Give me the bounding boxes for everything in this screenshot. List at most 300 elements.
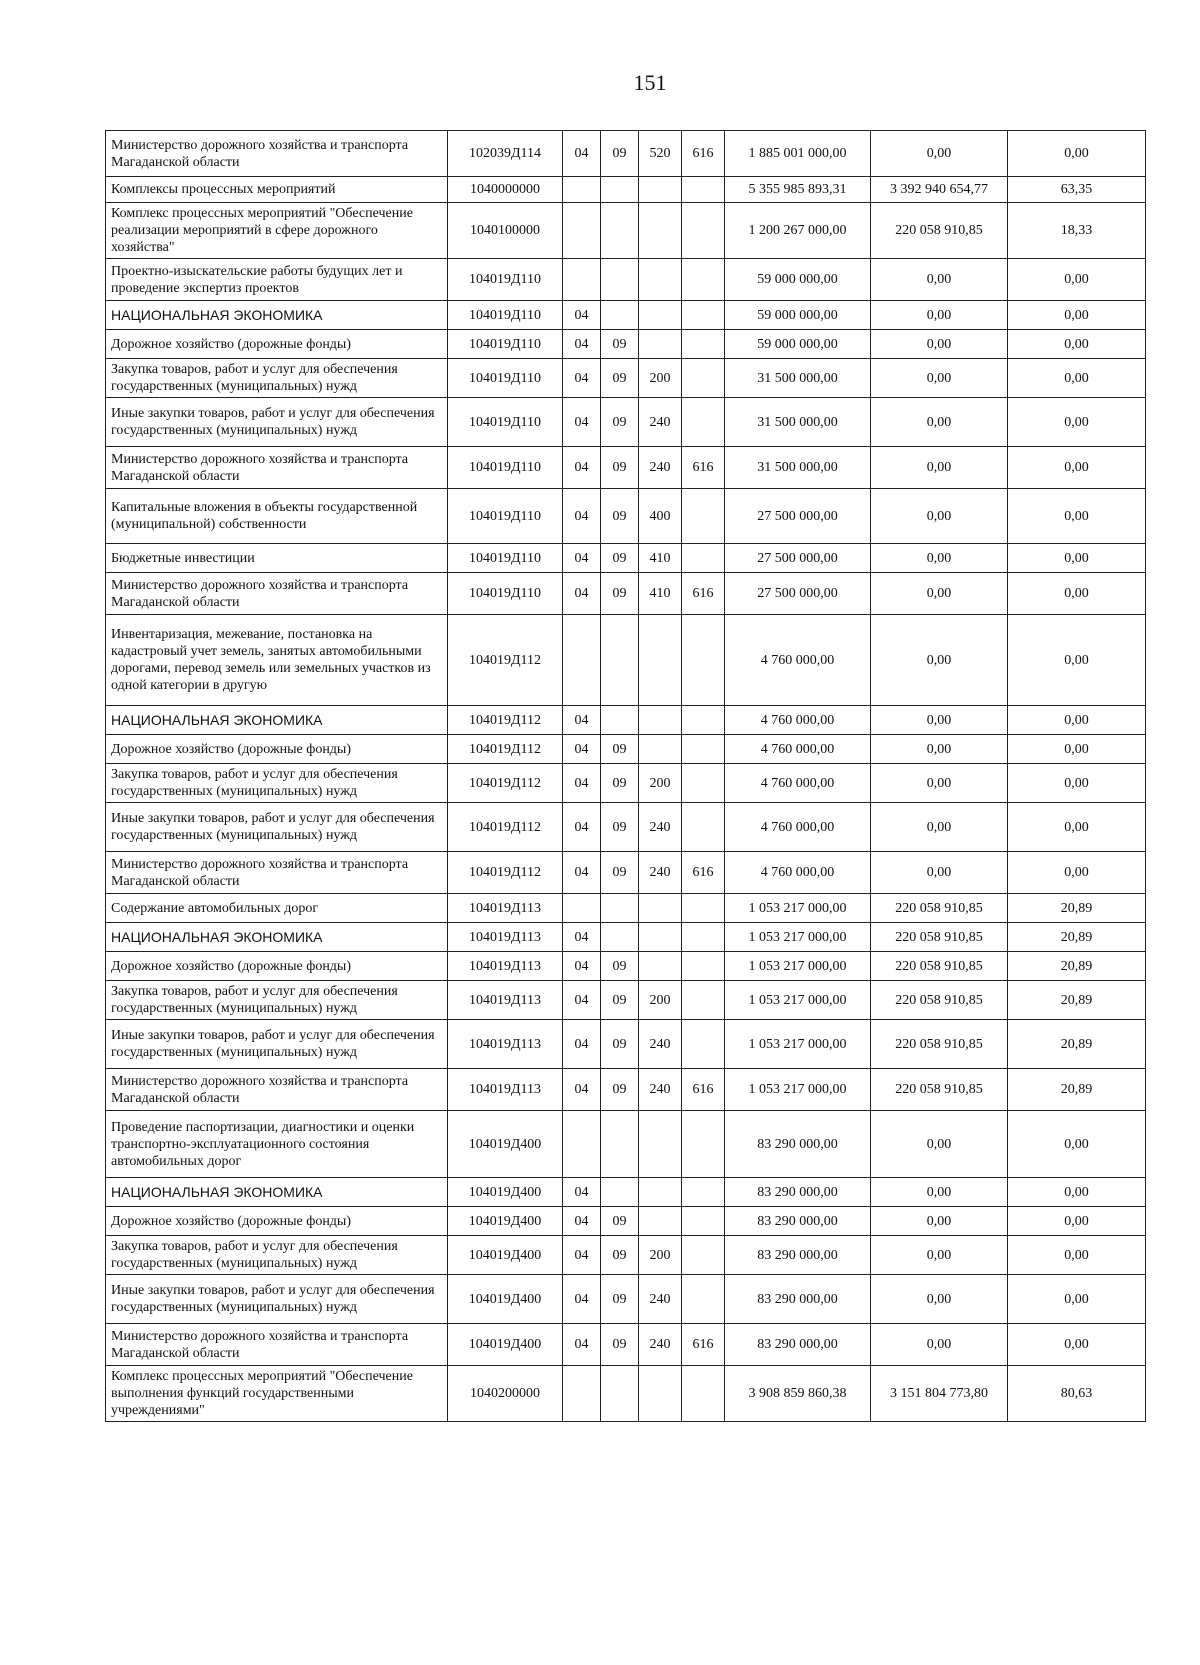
cell-sect bbox=[563, 1111, 601, 1178]
cell-sect: 04 bbox=[563, 131, 601, 177]
cell-sum: 83 290 000,00 bbox=[725, 1324, 871, 1366]
cell-type bbox=[639, 923, 682, 952]
cell-sect bbox=[563, 615, 601, 706]
cell-dept bbox=[682, 894, 725, 923]
cell-type bbox=[639, 952, 682, 981]
cell-sect: 04 bbox=[563, 489, 601, 544]
cell-type bbox=[639, 177, 682, 203]
cell-sect: 04 bbox=[563, 544, 601, 573]
cell-exec: 0,00 bbox=[871, 330, 1008, 359]
cell-sect: 04 bbox=[563, 735, 601, 764]
cell-exec: 0,00 bbox=[871, 573, 1008, 615]
cell-pct: 0,00 bbox=[1008, 359, 1146, 398]
cell-code: 1040100000 bbox=[448, 203, 563, 259]
cell-sect: 04 bbox=[563, 1020, 601, 1069]
cell-sub: 09 bbox=[601, 952, 639, 981]
cell-type: 200 bbox=[639, 981, 682, 1020]
cell-sum: 1 053 217 000,00 bbox=[725, 1020, 871, 1069]
table-row bbox=[106, 177, 1146, 203]
cell-pct: 0,00 bbox=[1008, 489, 1146, 544]
cell-exec: 0,00 bbox=[871, 1324, 1008, 1366]
cell-dept: 616 bbox=[682, 131, 725, 177]
cell-exec: 3 151 804 773,80 bbox=[871, 1366, 1008, 1422]
table-row bbox=[106, 489, 1146, 544]
cell-sum: 4 760 000,00 bbox=[725, 852, 871, 894]
cell-dept bbox=[682, 1020, 725, 1069]
cell-type: 240 bbox=[639, 1020, 682, 1069]
cell-sect: 04 bbox=[563, 1275, 601, 1324]
cell-type bbox=[639, 615, 682, 706]
cell-sum: 59 000 000,00 bbox=[725, 330, 871, 359]
cell-exec: 0,00 bbox=[871, 398, 1008, 447]
cell-sub: 09 bbox=[601, 447, 639, 489]
cell-code: 1040000000 bbox=[448, 177, 563, 203]
cell-pct: 0,00 bbox=[1008, 852, 1146, 894]
cell-pct: 0,00 bbox=[1008, 1111, 1146, 1178]
cell-sum: 4 760 000,00 bbox=[725, 764, 871, 803]
cell-pct: 0,00 bbox=[1008, 398, 1146, 447]
table-row bbox=[106, 803, 1146, 852]
cell-sub: 09 bbox=[601, 544, 639, 573]
table-row bbox=[106, 706, 1146, 735]
cell-name: НАЦИОНАЛЬНАЯ ЭКОНОМИКА bbox=[106, 923, 448, 952]
cell-name: Закупка товаров, работ и услуг для обеспечения государственных (муниципальных) нужд bbox=[106, 981, 448, 1020]
cell-code: 104019Д113 bbox=[448, 894, 563, 923]
cell-sect: 04 bbox=[563, 447, 601, 489]
cell-dept bbox=[682, 1207, 725, 1236]
cell-type bbox=[639, 203, 682, 259]
cell-sum: 83 290 000,00 bbox=[725, 1236, 871, 1275]
cell-code: 104019Д110 bbox=[448, 489, 563, 544]
cell-sect: 04 bbox=[563, 764, 601, 803]
cell-name: Министерство дорожного хозяйства и транспорта Магаданской области bbox=[106, 1324, 448, 1366]
cell-sub bbox=[601, 259, 639, 301]
cell-exec: 0,00 bbox=[871, 735, 1008, 764]
table-row bbox=[106, 1324, 1146, 1366]
cell-sect: 04 bbox=[563, 330, 601, 359]
cell-exec: 0,00 bbox=[871, 1178, 1008, 1207]
cell-name: Комплекс процессных мероприятий "Обеспечение выполнения функций государственными учреждениями" bbox=[106, 1366, 448, 1422]
cell-exec: 0,00 bbox=[871, 131, 1008, 177]
cell-code: 104019Д400 bbox=[448, 1275, 563, 1324]
cell-code: 104019Д113 bbox=[448, 981, 563, 1020]
cell-sub bbox=[601, 923, 639, 952]
cell-exec: 0,00 bbox=[871, 1275, 1008, 1324]
cell-code: 104019Д400 bbox=[448, 1178, 563, 1207]
cell-sub: 09 bbox=[601, 1020, 639, 1069]
table-row bbox=[106, 952, 1146, 981]
cell-sum: 83 290 000,00 bbox=[725, 1207, 871, 1236]
table-row bbox=[106, 764, 1146, 803]
cell-sub: 09 bbox=[601, 359, 639, 398]
cell-dept bbox=[682, 359, 725, 398]
cell-dept: 616 bbox=[682, 852, 725, 894]
cell-exec: 220 058 910,85 bbox=[871, 952, 1008, 981]
table-row bbox=[106, 735, 1146, 764]
cell-dept: 616 bbox=[682, 447, 725, 489]
table-row bbox=[106, 923, 1146, 952]
cell-type bbox=[639, 301, 682, 330]
cell-sub: 09 bbox=[601, 1236, 639, 1275]
cell-dept: 616 bbox=[682, 1069, 725, 1111]
table-row bbox=[106, 131, 1146, 177]
cell-type: 240 bbox=[639, 1275, 682, 1324]
cell-sub bbox=[601, 177, 639, 203]
cell-dept: 616 bbox=[682, 1324, 725, 1366]
cell-pct: 0,00 bbox=[1008, 573, 1146, 615]
cell-name: Капитальные вложения в объекты государственной (муниципальной) собственности bbox=[106, 489, 448, 544]
cell-sect bbox=[563, 203, 601, 259]
cell-exec: 0,00 bbox=[871, 1207, 1008, 1236]
cell-dept bbox=[682, 735, 725, 764]
cell-code: 104019Д110 bbox=[448, 330, 563, 359]
cell-name: Дорожное хозяйство (дорожные фонды) bbox=[106, 735, 448, 764]
cell-dept bbox=[682, 706, 725, 735]
cell-sub: 09 bbox=[601, 573, 639, 615]
cell-sum: 83 290 000,00 bbox=[725, 1178, 871, 1207]
cell-type: 200 bbox=[639, 359, 682, 398]
cell-name: Министерство дорожного хозяйства и транспорта Магаданской области bbox=[106, 852, 448, 894]
cell-name: Бюджетные инвестиции bbox=[106, 544, 448, 573]
cell-code: 104019Д110 bbox=[448, 301, 563, 330]
cell-pct: 0,00 bbox=[1008, 301, 1146, 330]
cell-sect: 04 bbox=[563, 952, 601, 981]
cell-name: Проведение паспортизации, диагностики и оценки транспортно-эксплуатационного состояния автомобильных дорог bbox=[106, 1111, 448, 1178]
cell-sect: 04 bbox=[563, 398, 601, 447]
table-row bbox=[106, 1236, 1146, 1275]
cell-type bbox=[639, 1111, 682, 1178]
cell-dept bbox=[682, 1366, 725, 1422]
cell-type: 410 bbox=[639, 573, 682, 615]
cell-code: 102039Д114 bbox=[448, 131, 563, 177]
cell-sect: 04 bbox=[563, 359, 601, 398]
cell-pct: 20,89 bbox=[1008, 981, 1146, 1020]
cell-sum: 4 760 000,00 bbox=[725, 706, 871, 735]
cell-pct: 0,00 bbox=[1008, 330, 1146, 359]
cell-name: Комплексы процессных мероприятий bbox=[106, 177, 448, 203]
budget-table bbox=[105, 130, 1146, 1422]
cell-sum: 4 760 000,00 bbox=[725, 615, 871, 706]
cell-code: 104019Д110 bbox=[448, 447, 563, 489]
cell-dept bbox=[682, 1275, 725, 1324]
cell-name: Дорожное хозяйство (дорожные фонды) bbox=[106, 330, 448, 359]
cell-pct: 20,89 bbox=[1008, 923, 1146, 952]
cell-exec: 220 058 910,85 bbox=[871, 1069, 1008, 1111]
cell-type bbox=[639, 1178, 682, 1207]
cell-sect: 04 bbox=[563, 803, 601, 852]
cell-type: 410 bbox=[639, 544, 682, 573]
cell-dept bbox=[682, 803, 725, 852]
cell-type bbox=[639, 259, 682, 301]
cell-type bbox=[639, 894, 682, 923]
table-row bbox=[106, 1275, 1146, 1324]
cell-sub bbox=[601, 1178, 639, 1207]
cell-sub: 09 bbox=[601, 981, 639, 1020]
cell-pct: 0,00 bbox=[1008, 131, 1146, 177]
cell-sum: 1 053 217 000,00 bbox=[725, 923, 871, 952]
cell-dept bbox=[682, 398, 725, 447]
table-row bbox=[106, 447, 1146, 489]
cell-sum: 59 000 000,00 bbox=[725, 259, 871, 301]
cell-pct: 0,00 bbox=[1008, 803, 1146, 852]
table-row bbox=[106, 203, 1146, 259]
cell-sect: 04 bbox=[563, 923, 601, 952]
cell-pct: 0,00 bbox=[1008, 447, 1146, 489]
cell-sub: 09 bbox=[601, 735, 639, 764]
cell-dept bbox=[682, 923, 725, 952]
cell-sum: 4 760 000,00 bbox=[725, 803, 871, 852]
cell-exec: 0,00 bbox=[871, 489, 1008, 544]
cell-sum: 31 500 000,00 bbox=[725, 398, 871, 447]
cell-type: 200 bbox=[639, 1236, 682, 1275]
cell-name: Дорожное хозяйство (дорожные фонды) bbox=[106, 952, 448, 981]
cell-name: Иные закупки товаров, работ и услуг для обеспечения государственных (муниципальных) нужд bbox=[106, 803, 448, 852]
cell-sum: 27 500 000,00 bbox=[725, 544, 871, 573]
table-row bbox=[106, 981, 1146, 1020]
cell-sub bbox=[601, 615, 639, 706]
cell-exec: 220 058 910,85 bbox=[871, 981, 1008, 1020]
table-row bbox=[106, 1020, 1146, 1069]
cell-sub bbox=[601, 1366, 639, 1422]
cell-sect: 04 bbox=[563, 706, 601, 735]
cell-code: 104019Д400 bbox=[448, 1324, 563, 1366]
cell-dept bbox=[682, 259, 725, 301]
cell-dept bbox=[682, 981, 725, 1020]
cell-sum: 3 908 859 860,38 bbox=[725, 1366, 871, 1422]
table-row bbox=[106, 573, 1146, 615]
cell-sect: 04 bbox=[563, 1207, 601, 1236]
cell-exec: 0,00 bbox=[871, 359, 1008, 398]
cell-pct: 0,00 bbox=[1008, 764, 1146, 803]
cell-pct: 80,63 bbox=[1008, 1366, 1146, 1422]
cell-pct: 0,00 bbox=[1008, 544, 1146, 573]
table-row bbox=[106, 259, 1146, 301]
cell-sum: 27 500 000,00 bbox=[725, 489, 871, 544]
cell-sect: 04 bbox=[563, 981, 601, 1020]
cell-dept bbox=[682, 203, 725, 259]
cell-name: Содержание автомобильных дорог bbox=[106, 894, 448, 923]
cell-sect bbox=[563, 1366, 601, 1422]
cell-pct: 18,33 bbox=[1008, 203, 1146, 259]
cell-exec: 220 058 910,85 bbox=[871, 1020, 1008, 1069]
table-row bbox=[106, 615, 1146, 706]
cell-type bbox=[639, 1207, 682, 1236]
cell-sub: 09 bbox=[601, 1069, 639, 1111]
cell-dept bbox=[682, 615, 725, 706]
cell-exec: 220 058 910,85 bbox=[871, 203, 1008, 259]
cell-dept bbox=[682, 952, 725, 981]
cell-dept bbox=[682, 330, 725, 359]
table-row bbox=[106, 544, 1146, 573]
cell-sub: 09 bbox=[601, 764, 639, 803]
cell-type: 200 bbox=[639, 764, 682, 803]
table-row bbox=[106, 359, 1146, 398]
cell-code: 104019Д113 bbox=[448, 952, 563, 981]
cell-name: НАЦИОНАЛЬНАЯ ЭКОНОМИКА bbox=[106, 706, 448, 735]
cell-name: Иные закупки товаров, работ и услуг для обеспечения государственных (муниципальных) нужд bbox=[106, 398, 448, 447]
cell-code: 104019Д110 bbox=[448, 398, 563, 447]
cell-code: 104019Д113 bbox=[448, 923, 563, 952]
cell-exec: 0,00 bbox=[871, 301, 1008, 330]
cell-pct: 0,00 bbox=[1008, 1324, 1146, 1366]
cell-type bbox=[639, 735, 682, 764]
cell-exec: 0,00 bbox=[871, 764, 1008, 803]
cell-code: 1040200000 bbox=[448, 1366, 563, 1422]
cell-sum: 31 500 000,00 bbox=[725, 447, 871, 489]
cell-dept bbox=[682, 489, 725, 544]
cell-code: 104019Д400 bbox=[448, 1111, 563, 1178]
cell-sect: 04 bbox=[563, 573, 601, 615]
cell-exec: 0,00 bbox=[871, 447, 1008, 489]
cell-code: 104019Д400 bbox=[448, 1207, 563, 1236]
cell-sub: 09 bbox=[601, 489, 639, 544]
cell-pct: 0,00 bbox=[1008, 1275, 1146, 1324]
cell-type: 240 bbox=[639, 803, 682, 852]
cell-dept: 616 bbox=[682, 573, 725, 615]
cell-pct: 0,00 bbox=[1008, 735, 1146, 764]
cell-sum: 31 500 000,00 bbox=[725, 359, 871, 398]
cell-dept bbox=[682, 1111, 725, 1178]
cell-sect bbox=[563, 259, 601, 301]
cell-exec: 0,00 bbox=[871, 1236, 1008, 1275]
cell-name: Министерство дорожного хозяйства и транспорта Магаданской области bbox=[106, 1069, 448, 1111]
cell-sum: 1 053 217 000,00 bbox=[725, 1069, 871, 1111]
cell-type bbox=[639, 330, 682, 359]
cell-sub bbox=[601, 706, 639, 735]
cell-code: 104019Д112 bbox=[448, 852, 563, 894]
cell-pct: 0,00 bbox=[1008, 1236, 1146, 1275]
cell-type: 400 bbox=[639, 489, 682, 544]
cell-sub bbox=[601, 203, 639, 259]
cell-type bbox=[639, 1366, 682, 1422]
cell-name: Комплекс процессных мероприятий "Обеспечение реализации мероприятий в сфере дорожного хозяйства" bbox=[106, 203, 448, 259]
cell-name: НАЦИОНАЛЬНАЯ ЭКОНОМИКА bbox=[106, 1178, 448, 1207]
cell-type: 240 bbox=[639, 852, 682, 894]
cell-dept bbox=[682, 1236, 725, 1275]
cell-sum: 1 053 217 000,00 bbox=[725, 894, 871, 923]
table-row bbox=[106, 330, 1146, 359]
cell-sum: 1 885 001 000,00 bbox=[725, 131, 871, 177]
cell-sum: 1 053 217 000,00 bbox=[725, 981, 871, 1020]
table-row bbox=[106, 301, 1146, 330]
cell-pct: 0,00 bbox=[1008, 1178, 1146, 1207]
cell-name: Проектно-изыскательские работы будущих лет и проведение экспертиз проектов bbox=[106, 259, 448, 301]
cell-sect: 04 bbox=[563, 1324, 601, 1366]
cell-exec: 220 058 910,85 bbox=[871, 894, 1008, 923]
cell-sect bbox=[563, 894, 601, 923]
cell-exec: 3 392 940 654,77 bbox=[871, 177, 1008, 203]
cell-code: 104019Д110 bbox=[448, 573, 563, 615]
cell-sub: 09 bbox=[601, 131, 639, 177]
cell-exec: 0,00 bbox=[871, 259, 1008, 301]
cell-name: Закупка товаров, работ и услуг для обеспечения государственных (муниципальных) нужд bbox=[106, 764, 448, 803]
cell-type: 240 bbox=[639, 447, 682, 489]
table-row bbox=[106, 1111, 1146, 1178]
cell-code: 104019Д112 bbox=[448, 615, 563, 706]
page-number: 151 bbox=[633, 70, 667, 95]
cell-pct: 63,35 bbox=[1008, 177, 1146, 203]
cell-name: НАЦИОНАЛЬНАЯ ЭКОНОМИКА bbox=[106, 301, 448, 330]
cell-sub: 09 bbox=[601, 852, 639, 894]
cell-name: Закупка товаров, работ и услуг для обеспечения государственных (муниципальных) нужд bbox=[106, 1236, 448, 1275]
cell-sub: 09 bbox=[601, 398, 639, 447]
cell-pct: 20,89 bbox=[1008, 1069, 1146, 1111]
cell-code: 104019Д400 bbox=[448, 1236, 563, 1275]
cell-name: Министерство дорожного хозяйства и транспорта Магаданской области bbox=[106, 573, 448, 615]
cell-sub: 09 bbox=[601, 1324, 639, 1366]
cell-sub bbox=[601, 1111, 639, 1178]
cell-sect: 04 bbox=[563, 1236, 601, 1275]
cell-code: 104019Д112 bbox=[448, 764, 563, 803]
table-row bbox=[106, 1069, 1146, 1111]
cell-sum: 59 000 000,00 bbox=[725, 301, 871, 330]
cell-sum: 4 760 000,00 bbox=[725, 735, 871, 764]
cell-sect bbox=[563, 177, 601, 203]
cell-exec: 0,00 bbox=[871, 544, 1008, 573]
table-row bbox=[106, 1178, 1146, 1207]
cell-sub: 09 bbox=[601, 1207, 639, 1236]
cell-dept bbox=[682, 177, 725, 203]
cell-type: 240 bbox=[639, 1069, 682, 1111]
cell-pct: 0,00 bbox=[1008, 615, 1146, 706]
cell-name: Иные закупки товаров, работ и услуг для обеспечения государственных (муниципальных) нужд bbox=[106, 1275, 448, 1324]
cell-exec: 0,00 bbox=[871, 615, 1008, 706]
cell-sub: 09 bbox=[601, 330, 639, 359]
cell-sub: 09 bbox=[601, 803, 639, 852]
cell-sub bbox=[601, 894, 639, 923]
cell-name: Министерство дорожного хозяйства и транспорта Магаданской области bbox=[106, 131, 448, 177]
cell-type: 240 bbox=[639, 398, 682, 447]
cell-exec: 0,00 bbox=[871, 1111, 1008, 1178]
cell-code: 104019Д110 bbox=[448, 359, 563, 398]
cell-pct: 0,00 bbox=[1008, 259, 1146, 301]
cell-code: 104019Д112 bbox=[448, 803, 563, 852]
table-row bbox=[106, 1207, 1146, 1236]
cell-sum: 1 053 217 000,00 bbox=[725, 952, 871, 981]
cell-dept bbox=[682, 544, 725, 573]
cell-name: Инвентаризация, межевание, постановка на кадастровый учет земель, занятых автомобильными дорогами, перевод земель или земельных участков из одной категории в другую bbox=[106, 615, 448, 706]
cell-name: Закупка товаров, работ и услуг для обеспечения государственных (муниципальных) нужд bbox=[106, 359, 448, 398]
cell-pct: 20,89 bbox=[1008, 952, 1146, 981]
table-row bbox=[106, 852, 1146, 894]
cell-dept bbox=[682, 301, 725, 330]
cell-type: 240 bbox=[639, 1324, 682, 1366]
cell-sum: 83 290 000,00 bbox=[725, 1111, 871, 1178]
table-row bbox=[106, 398, 1146, 447]
cell-code: 104019Д113 bbox=[448, 1020, 563, 1069]
cell-dept bbox=[682, 764, 725, 803]
cell-name: Министерство дорожного хозяйства и транспорта Магаданской области bbox=[106, 447, 448, 489]
cell-sect: 04 bbox=[563, 301, 601, 330]
cell-sum: 1 200 267 000,00 bbox=[725, 203, 871, 259]
cell-sub: 09 bbox=[601, 1275, 639, 1324]
cell-code: 104019Д113 bbox=[448, 1069, 563, 1111]
cell-type bbox=[639, 706, 682, 735]
cell-sect: 04 bbox=[563, 1069, 601, 1111]
table-row bbox=[106, 894, 1146, 923]
cell-dept bbox=[682, 1178, 725, 1207]
table-body bbox=[106, 131, 1146, 1422]
cell-sum: 5 355 985 893,31 bbox=[725, 177, 871, 203]
cell-pct: 0,00 bbox=[1008, 1207, 1146, 1236]
cell-sum: 27 500 000,00 bbox=[725, 573, 871, 615]
cell-sect: 04 bbox=[563, 852, 601, 894]
cell-pct: 20,89 bbox=[1008, 894, 1146, 923]
cell-exec: 220 058 910,85 bbox=[871, 923, 1008, 952]
cell-name: Иные закупки товаров, работ и услуг для обеспечения государственных (муниципальных) нужд bbox=[106, 1020, 448, 1069]
cell-code: 104019Д112 bbox=[448, 735, 563, 764]
cell-pct: 0,00 bbox=[1008, 706, 1146, 735]
